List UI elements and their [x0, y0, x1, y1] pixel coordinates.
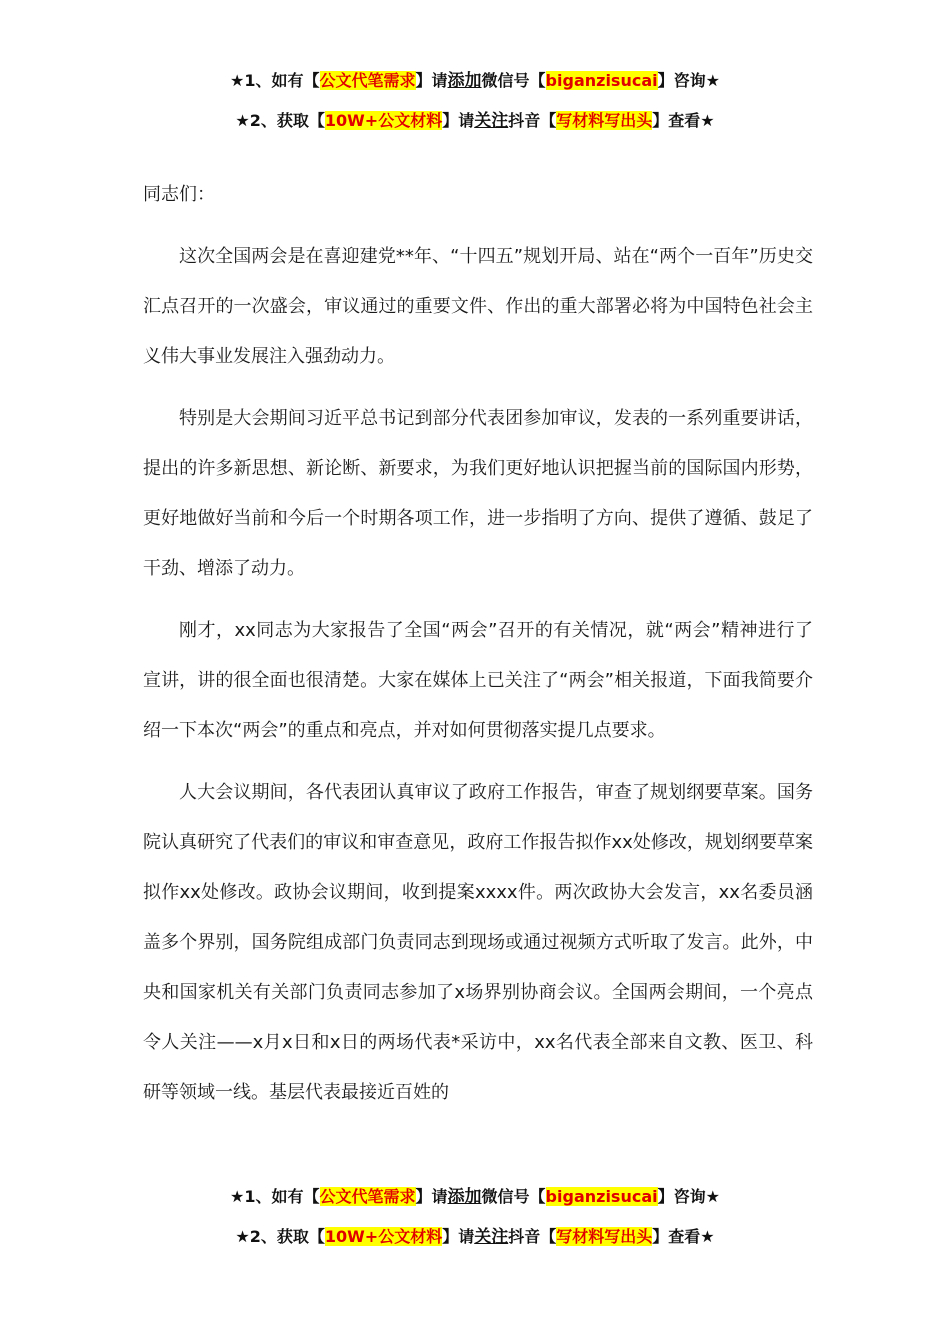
promo-banner-line-2	[0, 1226, 950, 1248]
document-body	[143, 170, 813, 1130]
banner-text: 抖音【	[508, 111, 557, 130]
banner-underline: 关注	[474, 1227, 509, 1247]
banner-text: 】请	[442, 111, 475, 130]
banner-highlight: 10W+公文材料	[324, 1227, 443, 1246]
paragraph: 刚才，xx同志为大家报告了全国“两会”召开的有关情况，就“两会”精神进行了宣讲，讲的很全面也很清楚。大家在媒体上已关注了“两会”相关报道，下面我简要介绍一下本次“两会”的重点和亮点，并对如何贯彻落实提几点要求。	[143, 620, 813, 741]
banner-text: ★2、获取【	[235, 111, 325, 130]
banner-highlight: 10W+公文材料	[324, 111, 443, 130]
banner-underline: 添加	[447, 1187, 482, 1207]
banner-highlight: 公文代笔需求	[319, 1187, 416, 1206]
banner-text: 微信号【	[481, 71, 546, 90]
banner-text: 】咨询★	[657, 71, 720, 90]
banner-text: 】请	[442, 1227, 475, 1246]
banner-text: 】查看★	[652, 1227, 715, 1246]
banner-text: 抖音【	[508, 1227, 557, 1246]
banner-highlight: 写材料写出头	[556, 111, 653, 130]
banner-highlight: biganzisucai	[545, 1187, 658, 1206]
paragraph: 这次全国两会是在喜迎建党**年、“十四五”规划开局、站在“两个一百年”历史交汇点召开的一次盛会，审议通过的重要文件、作出的重大部署必将为中国特色社会主义伟大事业发展注入强劲动力。	[143, 246, 813, 367]
promo-banner-line-1	[0, 70, 950, 92]
banner-highlight: biganzisucai	[545, 71, 658, 90]
banner-text: ★1、如有【	[230, 71, 320, 90]
banner-highlight: 公文代笔需求	[319, 71, 416, 90]
banner-highlight: 写材料写出头	[556, 1227, 653, 1246]
banner-text: ★2、获取【	[235, 1227, 325, 1246]
banner-underline: 关注	[474, 111, 509, 131]
banner-text: 】查看★	[652, 111, 715, 130]
banner-text: 微信号【	[481, 1187, 546, 1206]
banner-text: ★1、如有【	[230, 1187, 320, 1206]
banner-text: 】咨询★	[657, 1187, 720, 1206]
paragraph: 特别是大会期间习近平总书记到部分代表团参加审议，发表的一系列重要讲话，提出的许多新思想、新论断、新要求，为我们更好地认识把握当前的国际国内形势，更好地做好当前和今后一个时期各项工作，进一步指明了方向、提供了遵循、鼓足了干劲、增添了动力。	[143, 408, 813, 579]
banner-text: 】请	[415, 71, 448, 90]
banner-text: 】请	[415, 1187, 448, 1206]
salutation: 同志们：	[143, 184, 215, 205]
promo-banner-line-1	[0, 1186, 950, 1208]
promo-banner-line-2	[0, 110, 950, 132]
banner-underline: 添加	[447, 71, 482, 91]
paragraph: 人大会议期间，各代表团认真审议了政府工作报告，审查了规划纲要草案。国务院认真研究了代表们的审议和审查意见，政府工作报告拟作xx处修改，规划纲要草案拟作xx处修改。政协会议期间，收到提案xxxx件。两次政协大会发言，xx名委员涵盖多个界别，国务院组成部门负责同志到现场或通过视频方式听取了发言。此外，中央和国家机关有关部门负责同志参加了x场界别协商会议。全国两会期间，一个亮点令人关注——x月x日和x日的两场代表*采访中，xx名代表全部来自文教、医卫、科研等领域一线。基层代表最接近百姓的	[143, 782, 813, 1103]
